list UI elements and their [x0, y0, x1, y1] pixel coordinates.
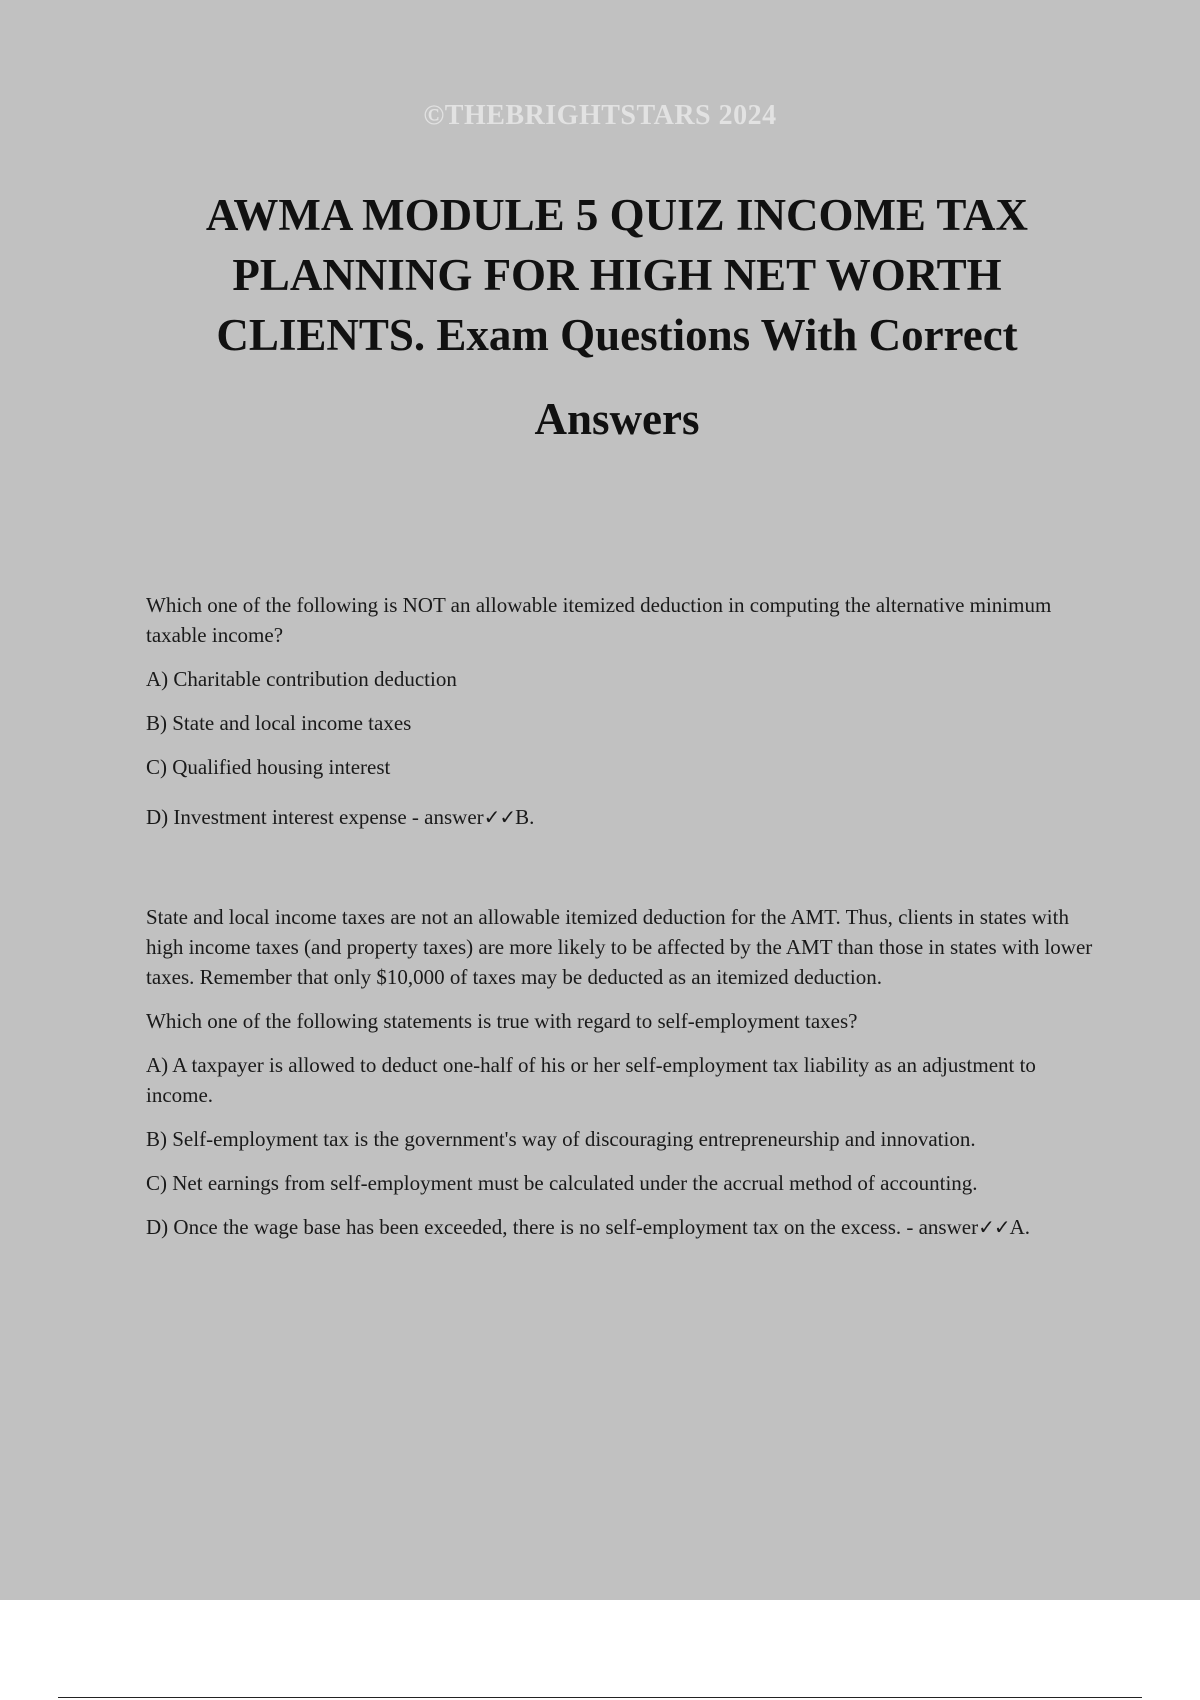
q1-option-c: C) Qualified housing interest	[146, 755, 391, 779]
q2-option-c: C) Net earnings from self-employment must be calculated under the accrual method of accounting.	[146, 1171, 978, 1195]
footer-divider	[58, 1697, 1142, 1698]
document-body	[146, 590, 1096, 1256]
q1-option-d-text: D) Investment interest expense - answer	[146, 805, 484, 829]
q1-option-a: A) Charitable contribution deduction	[146, 667, 457, 691]
q1-option-b: B) State and local income taxes	[146, 711, 412, 735]
document-title	[140, 185, 1094, 449]
watermark: ©THEBRIGHTSTARS 2024	[423, 100, 777, 131]
checkmark-icon: ✓✓	[483, 805, 516, 829]
question-1: Which one of the following is NOT an allowable itemized deduction in computing the alternative minimum taxable income?	[146, 593, 1052, 647]
q2-option-d	[146, 1212, 1096, 1242]
q2-option-b: B) Self-employment tax is the government's way of discouraging entrepreneurship and innovation.	[146, 1127, 976, 1151]
explanation-1: State and local income taxes are not an allowable itemized deduction for the AMT. Thus, clients in states with high income taxes (and property taxes) are more likely to be affected by the AMT than those in states with lower taxes. Remember that only $10,000 of taxes may be deducted as an itemized deduction.	[146, 905, 1093, 989]
q2-option-d-text: D) Once the wage base has been exceeded, there is no self-employment tax on the excess. - answer	[146, 1215, 979, 1239]
q2-option-a: A) A taxpayer is allowed to deduct one-half of his or her self-employment tax liability as an adjustment to income.	[146, 1053, 1036, 1107]
title-main: AWMA MODULE 5 QUIZ INCOME TAX PLANNING FOR HIGH NET WORTH CLIENTS. Exam Questions With Correct	[205, 190, 1029, 360]
q1-answer: B.	[515, 805, 535, 829]
checkmark-icon: ✓✓	[978, 1215, 1010, 1239]
q1-option-d	[146, 802, 1096, 832]
section-gap	[146, 846, 1096, 902]
question-2: Which one of the following statements is true with regard to self-employment taxes?	[146, 1009, 858, 1033]
q2-answer: A.	[1009, 1215, 1031, 1239]
title-last-line: Answers	[534, 394, 700, 444]
